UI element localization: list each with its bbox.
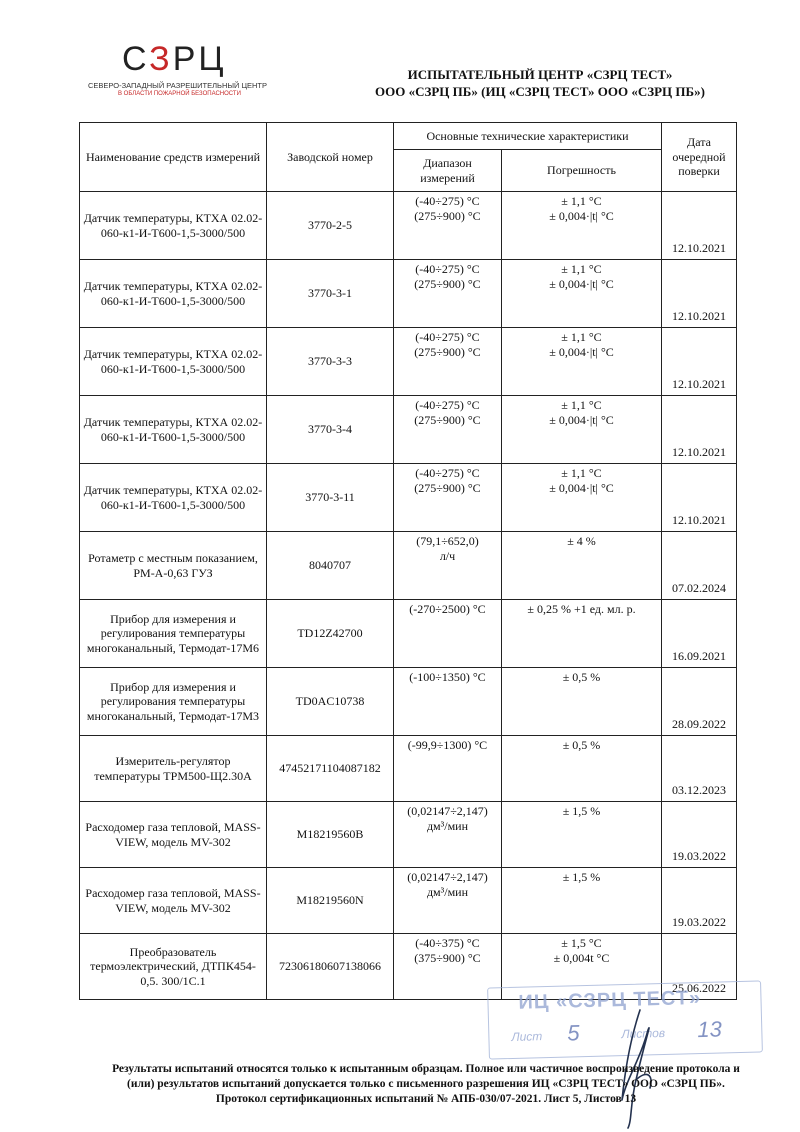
range-line: (0,02147÷2,147) (407, 870, 488, 884)
range-line: (275÷900) °С (414, 276, 481, 291)
logo-mark: СЗРЦ (122, 40, 227, 78)
range-line: (-40÷375) °С (415, 936, 480, 950)
accuracy-line: ± 0,004·|t| °С (549, 344, 614, 359)
table-row (80, 668, 737, 736)
range-line: (0,02147÷2,147) (407, 804, 488, 818)
accuracy (502, 328, 662, 396)
table-row (80, 192, 737, 260)
calibration-date: 19.03.2022 (662, 802, 737, 868)
accuracy (502, 668, 662, 736)
measurement-range (394, 260, 502, 328)
accuracy (502, 192, 662, 260)
range-line: (-40÷275) °С (415, 262, 480, 276)
measurement-range (394, 600, 502, 668)
range-line: (79,1÷652,0) (416, 534, 479, 548)
accuracy-line: ± 1,1 °С (561, 262, 602, 276)
range-line: дм³/мин (426, 884, 469, 899)
header-name: Наименование средств измерений (80, 123, 267, 192)
calibration-date: 12.10.2021 (662, 464, 737, 532)
header-range: Диапазон измерений (394, 150, 502, 192)
table-row (80, 260, 737, 328)
instrument-name: Расходомер газа тепловой, MASS-VIEW, модель MV-302 (80, 868, 267, 934)
table-row (80, 600, 737, 668)
accuracy (502, 532, 662, 600)
calibration-date: 12.10.2021 (662, 260, 737, 328)
serial-number: 47452171104087182 (267, 736, 394, 802)
instrument-name: Измеритель-регулятор температуры ТРМ500-Щ2.30А (80, 736, 267, 802)
accuracy (502, 802, 662, 868)
instrument-name: Расходомер газа тепловой, MASS-VIEW, модель MV-302 (80, 802, 267, 868)
range-line: (375÷900) °С (414, 950, 481, 965)
footer-disclaimer-2: (или) результатов испытаний допускается только с письменного разрешения ИЦ «СЗРЦ ТЕСТ» ООО «СЗРЦ ПБ». (127, 1078, 725, 1090)
header-serial: Заводской номер (267, 123, 394, 192)
measurement-range (394, 668, 502, 736)
range-line: дм³/мин (426, 818, 469, 833)
serial-number: 3770-3-11 (267, 464, 394, 532)
accuracy-line: ± 4 % (567, 534, 596, 548)
logo-tagline: В ОБЛАСТИ ПОЖАРНОЙ БЕЗОПАСНОСТИ (118, 91, 241, 97)
measurement-range (394, 532, 502, 600)
accuracy-line: ± 1,5 % (562, 870, 601, 884)
accuracy (502, 600, 662, 668)
table-row (80, 868, 737, 934)
accuracy-line: ± 1,1 °С (561, 330, 602, 344)
table-row (80, 736, 737, 802)
measurement-range (394, 802, 502, 868)
calibration-date: 07.02.2024 (662, 532, 737, 600)
logo-subtitle: СЕВЕРО-ЗАПАДНЫЙ РАЗРЕШИТЕЛЬНЫЙ ЦЕНТР (88, 81, 268, 90)
serial-number: 3770-2-5 (267, 192, 394, 260)
accuracy-line: ± 0,004t °С (553, 950, 610, 965)
footer-protocol: Протокол сертификационных испытаний № АПБ-030/07-2021. Лист 5, Листов 13 (215, 1093, 637, 1105)
table-row (80, 464, 737, 532)
accuracy-line: ± 1,5 % (562, 804, 601, 818)
range-line: (275÷900) °С (414, 412, 481, 427)
accuracy-line: ± 1,1 °С (561, 398, 602, 412)
table-row (80, 532, 737, 600)
header-line-1: ИСПЫТАТЕЛЬНЫЙ ЦЕНТР «СЗРЦ ТЕСТ» (407, 67, 673, 82)
accuracy-line: ± 0,5 % (562, 738, 601, 752)
calibration-date: 12.10.2021 (662, 328, 737, 396)
accuracy-line: ± 1,5 °С (561, 936, 602, 950)
serial-number: TD0AC10738 (267, 668, 394, 736)
range-line: (-99,9÷1300) °С (407, 738, 488, 752)
instruments-table (79, 122, 737, 1000)
instrument-name: Ротаметр с местным показанием, РМ-А-0,63 ГУЗ (80, 532, 267, 600)
calibration-date: 16.09.2021 (662, 600, 737, 668)
range-line: (275÷900) °С (414, 344, 481, 359)
accuracy (502, 464, 662, 532)
accuracy-line: ± 0,004·|t| °С (549, 208, 614, 223)
accuracy (502, 868, 662, 934)
calibration-date: 12.10.2021 (662, 192, 737, 260)
measurement-range (394, 396, 502, 464)
accuracy-line: ± 0,004·|t| °С (549, 480, 614, 495)
company-logo (88, 40, 278, 110)
instrument-name: Прибор для измерения и регулирования температуры многоканальный, Термодат-17М6 (80, 600, 267, 668)
header-accuracy: Погрешность (502, 150, 662, 192)
calibration-date: 03.12.2023 (662, 736, 737, 802)
calibration-date: 12.10.2021 (662, 396, 737, 464)
range-line: (-40÷275) °С (415, 330, 480, 344)
serial-number: M18219560B (267, 802, 394, 868)
table-row (80, 328, 737, 396)
serial-number: 3770-3-3 (267, 328, 394, 396)
range-line: (-270÷2500) °С (409, 602, 486, 616)
instrument-name: Датчик температуры, КТХА 02.02-060-к1-И-Т600-1,5-3000/500 (80, 464, 267, 532)
range-line: (-40÷275) °С (415, 466, 480, 480)
range-line: (-100÷1350) °С (409, 670, 486, 684)
footer (86, 1062, 766, 1107)
accuracy-line: ± 0,004·|t| °С (549, 276, 614, 291)
table-row (80, 802, 737, 868)
accuracy-line: ± 0,5 % (562, 670, 601, 684)
serial-number: 3770-3-4 (267, 396, 394, 464)
measurement-range (394, 934, 502, 1000)
accuracy (502, 260, 662, 328)
accuracy-line: ± 0,004·|t| °С (549, 412, 614, 427)
instrument-name: Датчик температуры, КТХА 02.02-060-к1-И-Т600-1,5-3000/500 (80, 328, 267, 396)
footer-disclaimer-1: Результаты испытаний относятся только к испытанным образцам. Полное или частичное воспроизведение протокола и (112, 1063, 740, 1075)
serial-number: 8040707 (267, 532, 394, 600)
calibration-date: 25.06.2022 (662, 934, 737, 1000)
stamp-sheet-label: Лист (511, 1029, 543, 1044)
range-line: (-40÷275) °С (415, 398, 480, 412)
accuracy-line: ± 1,1 °С (561, 466, 602, 480)
header-specs: Основные технические характеристики (394, 123, 662, 150)
measurement-range (394, 868, 502, 934)
calibration-date: 28.09.2022 (662, 668, 737, 736)
accuracy-line: ± 0,25 % +1 ед. мл. р. (527, 602, 636, 616)
stamp-title: ИЦ «СЗРЦ ТЕСТ» (518, 987, 702, 1014)
header-line-2: ООО «СЗРЦ ПБ» (ИЦ «СЗРЦ ТЕСТ» ООО «СЗРЦ ПБ») (375, 84, 705, 99)
instrument-name: Преобразователь термоэлектрический, ДТПК454-0,5. 300/1С.1 (80, 934, 267, 1000)
measurement-range (394, 464, 502, 532)
stamp-sheet-number: 5 (566, 1020, 580, 1046)
measurement-range (394, 736, 502, 802)
document-header (330, 66, 750, 100)
range-line: (-40÷275) °С (415, 194, 480, 208)
serial-number: M18219560N (267, 868, 394, 934)
accuracy-line: ± 1,1 °С (561, 194, 602, 208)
range-line: (275÷900) °С (414, 480, 481, 495)
table-row (80, 396, 737, 464)
instrument-name: Прибор для измерения и регулирования температуры многоканальный, Термодат-17М3 (80, 668, 267, 736)
instrument-name: Датчик температуры, КТХА 02.02-060-к1-И-Т600-1,5-3000/500 (80, 260, 267, 328)
serial-number: 3770-3-1 (267, 260, 394, 328)
serial-number: 72306180607138066 (267, 934, 394, 1000)
calibration-date: 19.03.2022 (662, 868, 737, 934)
range-line: л/ч (439, 548, 456, 563)
stamp-sheets-number: 13 (696, 1016, 723, 1043)
instrument-name: Датчик температуры, КТХА 02.02-060-к1-И-Т600-1,5-3000/500 (80, 396, 267, 464)
measurement-range (394, 192, 502, 260)
accuracy (502, 736, 662, 802)
range-line: (275÷900) °С (414, 208, 481, 223)
accuracy (502, 396, 662, 464)
measurement-range (394, 328, 502, 396)
serial-number: TD12Z42700 (267, 600, 394, 668)
header-date: Дата очередной поверки (662, 123, 737, 192)
stamp-sheets-label: Листов (621, 1025, 666, 1042)
instrument-name: Датчик температуры, КТХА 02.02-060-к1-И-Т600-1,5-3000/500 (80, 192, 267, 260)
